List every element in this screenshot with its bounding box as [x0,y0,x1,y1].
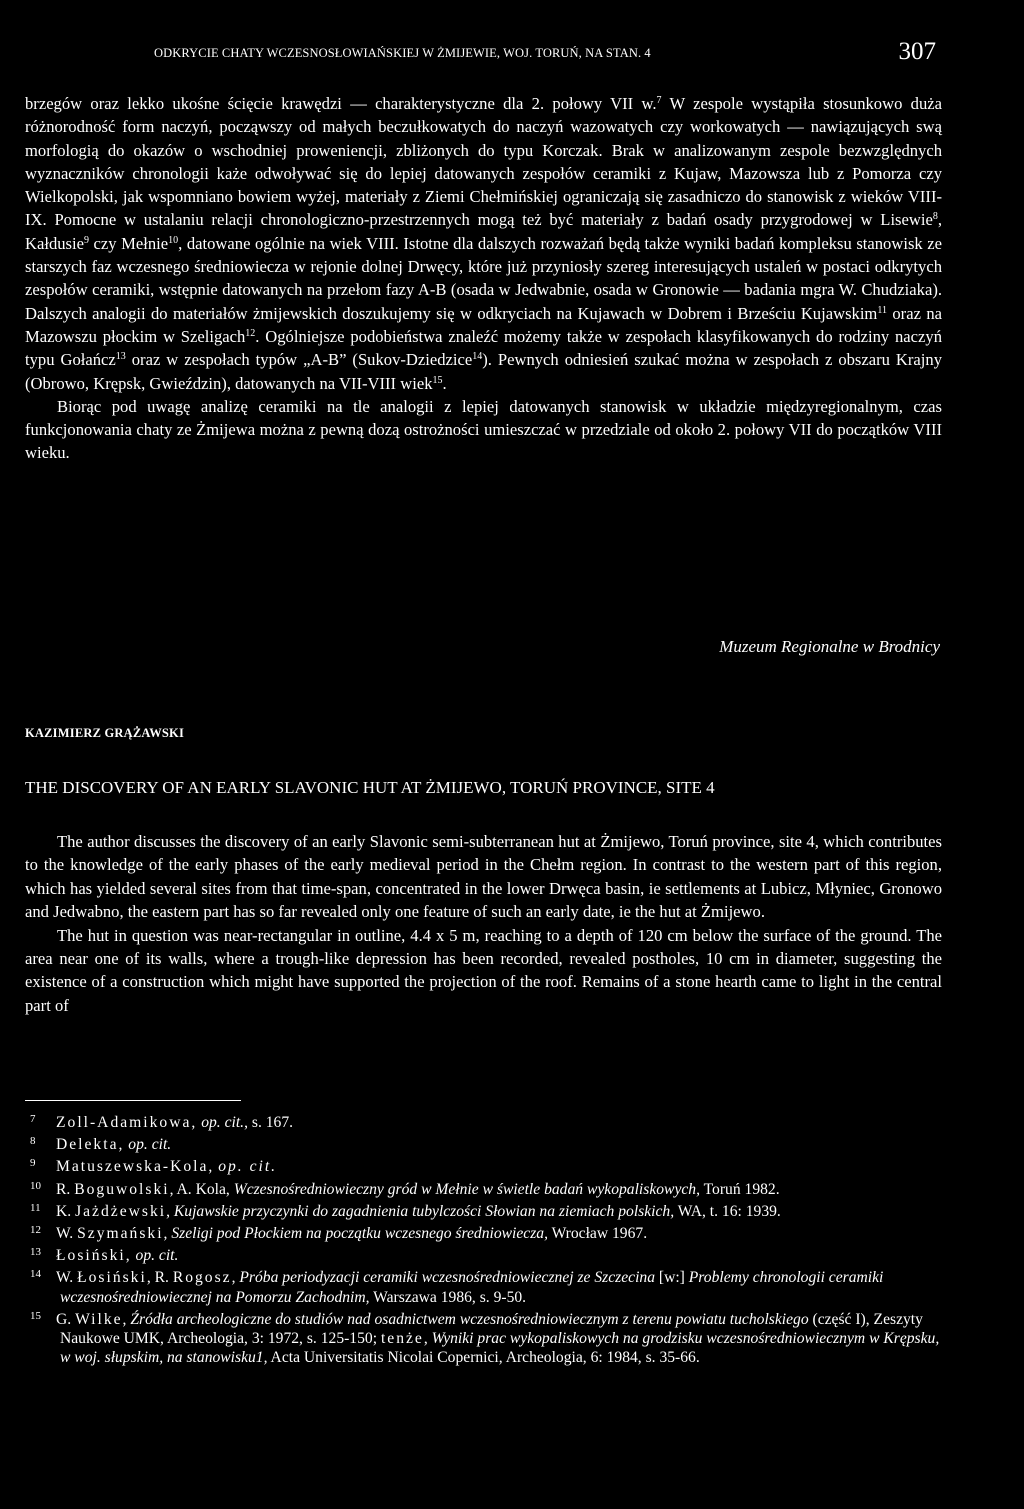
footnote-author: Wilke [75,1310,123,1328]
footnote-title: Wczesnośredniowieczny gród w Mełnie w świetle badań wykopaliskowych, [233,1180,700,1198]
footnote-text: (część I), Zeszyty Naukowe UMK, Archeologia, 3: 1972, s. 125-150; [60,1310,923,1348]
footnote-title: Próba periodyzacji ceramiki wczesnośredniowiecznej ze Szczecina [239,1269,655,1287]
footnote-title: op. cit. [218,1158,278,1176]
footnote-ref: 12 [245,327,256,339]
main-text [25,92,942,465]
footnote-text: , [423,1330,432,1348]
footnote-text: WA, t. 16: 1939. [674,1202,781,1220]
footnote-text: , R. [146,1269,173,1287]
footnote-ref: 15 [432,374,443,386]
text-run: oraz w zespołach typów „A-B” (Sukov-Dziedzice [125,350,473,370]
footnote-separator [25,1100,241,1101]
footnote-text: Toruń 1982. [700,1180,780,1198]
footnote-title: Kujawskie przyczynki do zagadnienia tubylczości Słowian na ziemiach polskich, [173,1202,675,1220]
footnote [30,1307,945,1368]
body-paragraph: Biorąc pod uwagę analizę ceramiki na tle analogii z lepiej datowanych stanowisk w układzie międzyregionalnym, czas funkcjonowania chaty ze Żmijewa można z pewną dozą ostrożności umieszczać w przedziale od około 2. połowy VII do początków VIII wieku. [25,396,942,463]
affiliation: Muzeum Regionalne w Brodnicy [719,637,940,656]
body-paragraph [25,92,942,395]
text-run: brzegów oraz lekko ukośne ścięcie krawędzi — charakterystyczne dla 2. połowy VII w. [25,94,657,113]
footnote-title: Źródła archeologiczne do studiów nad osadnictwem wczesnośredniowiecznym z terenu powiatu tucholskiego [130,1310,809,1328]
footnote-number: 10 [30,1179,41,1192]
footnote [30,1154,945,1176]
footnote-number: 15 [30,1309,41,1322]
summary-text [25,830,942,1017]
footnote [30,1221,945,1243]
footnote-text: , s. 167. [244,1114,294,1131]
text-run: . Ogólniejsze podobieństwa znaleźć możemy także w zespołach klasyfikowanych do rodziny naczyń typu Gołańcz [25,326,942,370]
footnote-title: Szeligi pod Płockiem na początku wczesnego średniowiecza, [171,1225,548,1243]
summary-paragraph: The hut in question was near-rectangular in outline, 4.4 x 5 m, reaching to a depth of 120 cm below the surface of the ground. The area near one of its walls, where a trough-like depression has been recorded, revealed postholes, 10 cm in diameter, suggesting the existence of a construction which might have supported the projection of the roof. Remains of a stone hearth came to light in the central part of [25,925,942,1015]
footnote-text: G. [56,1310,76,1328]
footnote-author: Rogosz [172,1269,232,1287]
footnote-number: 7 [30,1113,36,1125]
footnote-title: op. cit. [135,1247,179,1265]
footnote-text: , [231,1269,240,1287]
running-head: ODKRYCIE CHATY WCZESNOSŁOWIAŃSKIEJ W ŻMIJEWIE, WOJ. TORUŃ, NA STAN. 4 [154,46,651,60]
text-run: . [442,373,447,393]
page-number: 307 [898,38,936,65]
footnote-author: Zoll-Adamikowa, [56,1114,198,1131]
footnotes [30,1110,945,1367]
footnote-author: Jażdżewski [75,1202,167,1220]
footnote-author: Szymański [77,1225,164,1243]
footnote-text: W. [56,1269,78,1287]
footnote [30,1110,945,1132]
author-name: KAZIMIERZ GRĄŻAWSKI [25,726,185,740]
footnote-author: Łosiński [77,1269,147,1287]
footnote-number: 9 [30,1157,36,1170]
footnote-ref: 13 [115,351,126,363]
footnote-author: Boguwolski [74,1180,170,1198]
footnote-text: W. [56,1225,78,1243]
footnote-author: Delekta, [56,1136,125,1154]
footnote [30,1243,945,1265]
footnote-author: Łosiński, [56,1247,132,1265]
footnote-ref: 7 [656,95,662,106]
footnote-number: 8 [30,1135,36,1148]
footnote-number: 12 [30,1224,41,1237]
footnote-ref: 14 [472,351,483,363]
footnote-text: Acta Universitatis Nicolai Copernici, Archeologia, 6: 1984, s. 35-66. [267,1349,700,1367]
text-run: , Kałdusie [25,210,942,253]
text-run: W zespole wystąpiła stosunkowo duża różnorodność form naczyń, począwszy od małych beczułkowatych do naczyń wazowatych czy workowatych — nawiązujących swą morfologią do okazów o wschodniej proweniencji, zbliżonych do typu Korczak. Brak w analizowanym zespole bezwzględnych wyznaczników chronologii każe odwoływać się do lepiej datowanych zespołów ceramiki z Kujaw, Mazowsza lub z Pomorza czy Wielkopolski, jak wspomniano bowiem wyżej, materiały z Ziemi Chełmińskiej ograniczają się zasadniczo do stanowisk z wieków VIII-IX. Pomocne w ustalaniu relacji chronologiczno-przestrzennych mogą też być materiały z badań osady przygrodowej w Lisewie [25,94,942,230]
footnote [30,1265,945,1306]
footnote-title: Problemy chronologii ceramiki wczesnośredniowiecznej na Pomorzu Zachodnim, [60,1269,884,1306]
footnote-text: Wrocław 1967. [547,1225,648,1243]
footnote [30,1199,945,1221]
footnote-title: op. cit. [201,1114,245,1131]
text-run: ). Pewnych odniesień szukać można w zespołach z obszaru Krajny (Obrowo, Krępsk, Gwieździn), datowanych na VII-VIII wiek [25,350,942,393]
footnote-text: K. [56,1202,76,1220]
footnote [30,1177,945,1199]
footnote-ref: 11 [877,304,887,316]
footnote-ref: 9 [84,234,89,246]
footnote-number: 11 [30,1201,41,1214]
footnote-ref: 8 [932,211,938,223]
footnote-text: Warszawa 1986, s. 9-50. [369,1288,527,1306]
footnote-title: op. cit. [128,1136,172,1154]
summary-paragraph: The author discusses the discovery of an early Slavonic semi-subterranean hut at Żmijewo, Toruń province, site 4, which contributes to the knowledge of the early phases of the early medieval period in the Chełm region. In contrast to the western part of this region, which has yielded several sites from that time-span, concentrated in the lower Drwęca basin, ie settlements at Lubicz, Młyniec, Gronowo and Jedwabno, the eastern part has so far revealed only one feature of such an early date, ie the hut at Żmijewo. [25,832,942,922]
footnote-number: 13 [30,1246,41,1259]
text-run: czy Mełnie [89,233,169,253]
footnote-text: [w:] [655,1269,689,1287]
footnote-ref: 10 [168,234,179,246]
footnote-author: Matuszewska-Kola, [56,1158,215,1176]
footnote-text: , A. Kola, [169,1180,234,1198]
footnote-text: , [166,1202,174,1220]
summary-title: THE DISCOVERY OF AN EARLY SLAVONIC HUT AT ŻMIJEWO, TORUŃ PROVINCE, SITE 4 [25,778,715,797]
footnote-text: , [163,1225,172,1243]
footnote-author: tenże [380,1330,424,1348]
text-run: oraz na Mazowszu płockim w Szeligach [25,303,942,346]
footnote [30,1132,945,1154]
footnote-text: R. [56,1180,75,1198]
text-run: , datowane ogólnie na wiek VIII. Istotne dla dalszych rozważań będą także wyniki badań kompleksu stanowisk ze starszych faz wczesnego średniowiecza w rejonie dolnej Drwęcy, które już przyniosły szereg interesujących ustaleń w postaci odkrytych zespołów ceramiki, wstępnie datowanych na przełom fazy A-B (osada w Jedwabnie, osada w Gronowie — badania mgra W. Chudziaka). Dalszych analogii do materiałów żmijewskich doszukujemy się w odkryciach na Kujawach w Dobrem i Brześciu Kujawskim [25,233,942,323]
footnote-number: 14 [30,1268,41,1281]
footnote-title: Wyniki prac wykopaliskowych na grodzisku wczesnośredniowiecznym w Krępsku, w woj. słupskim, na stanowisku1, [60,1330,940,1367]
footnote-text: , [122,1310,131,1328]
